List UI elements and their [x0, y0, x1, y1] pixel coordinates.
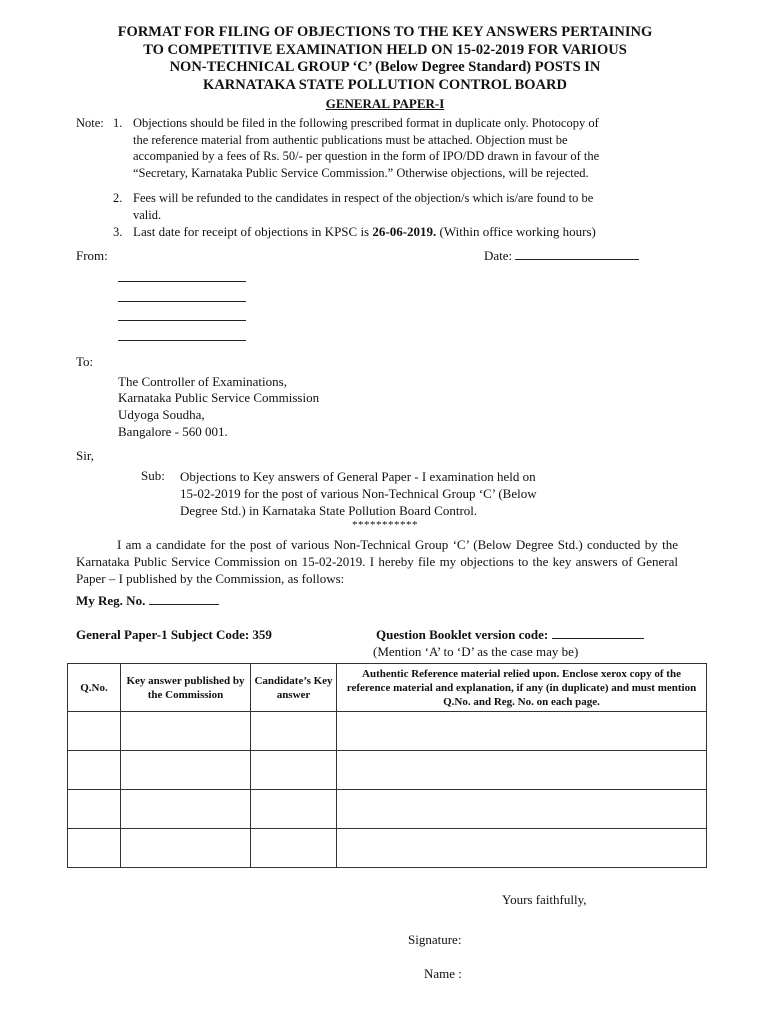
reg-no-label: My Reg. No.	[76, 593, 146, 608]
table-cell[interactable]	[121, 712, 251, 751]
objections-table	[67, 663, 707, 868]
note-1-number: 1.	[113, 116, 123, 130]
note-line: accompanied by a fees of Rs. 50/- per question in the form of IPO/DD drawn in favour of the	[133, 149, 600, 163]
title-line: NON-TECHNICAL GROUP ‘C’ (Below Degree Standard) POSTS IN	[169, 59, 601, 75]
subject-line: Degree Std.) in Karnataka State Pollution Board Control.	[180, 503, 478, 518]
table-cell[interactable]	[251, 829, 337, 868]
document-title	[60, 24, 710, 94]
stars-separator: ***********	[352, 519, 418, 531]
body-paragraph	[76, 536, 678, 587]
note-line: valid.	[133, 207, 162, 222]
subject-line: Objections to Key answers of General Paper - I examination held on	[180, 469, 536, 484]
booklet-code-field	[376, 627, 644, 643]
header-reference: Authentic Reference material relied upon. Enclose xerox copy of the reference material and explanation, if any (in duplicate) and must mention Q.No. and Reg. No. on each page.	[337, 664, 707, 712]
table-row	[68, 829, 707, 868]
last-date: 26-06-2019.	[372, 224, 437, 239]
table-row	[68, 790, 707, 829]
reg-no-blank[interactable]	[149, 604, 219, 605]
table-cell[interactable]	[251, 712, 337, 751]
date-field	[484, 248, 639, 264]
table-header-row	[68, 664, 707, 712]
table-cell[interactable]	[121, 829, 251, 868]
table-cell[interactable]	[68, 712, 121, 751]
table-cell[interactable]	[251, 751, 337, 790]
table-cell[interactable]	[337, 790, 707, 829]
name-label: Name :	[424, 966, 462, 981]
note-3-after: (Within office working hours)	[436, 224, 596, 239]
note-3-before: Last date for receipt of objections in KPSC is	[133, 224, 373, 239]
from-address-line[interactable]	[118, 281, 246, 282]
header-qno: Q.No.	[68, 664, 121, 712]
note-line: “Secretary, Karnataka Public Service Commission.” Otherwise objections, will be rejected.	[133, 165, 589, 180]
subject-label: Sub:	[141, 468, 165, 483]
table-row	[68, 751, 707, 790]
title-line: KARNATAKA STATE POLLUTION CONTROL BOARD	[203, 76, 567, 93]
note-label: Note:	[76, 116, 104, 130]
date-label: Date:	[484, 248, 516, 263]
from-address-line[interactable]	[118, 320, 246, 321]
note-2-number: 2.	[113, 191, 123, 205]
table-cell[interactable]	[68, 829, 121, 868]
to-address-line: Karnataka Public Service Commission	[118, 390, 320, 405]
table-cell[interactable]	[337, 829, 707, 868]
reg-no-field	[76, 593, 219, 609]
body-text: I am a candidate for the post of various Non-Technical Group ‘C’ (Below Degree Std.) conducted by the Karnataka Public Service Commission on 15-02-2019. I hereby file my objections to the key answers of General Paper – I published by the Commission, as follows:	[76, 537, 678, 586]
table-cell[interactable]	[337, 751, 707, 790]
date-blank[interactable]	[515, 259, 639, 260]
from-label: From:	[76, 248, 108, 263]
to-address-line: Bangalore - 560 001.	[118, 424, 228, 439]
table-cell[interactable]	[68, 790, 121, 829]
note-2-text	[133, 190, 678, 223]
from-address-line[interactable]	[118, 340, 246, 341]
subject-code: General Paper-1 Subject Code: 359	[76, 627, 272, 642]
to-address-line: The Controller of Examinations,	[118, 374, 287, 389]
note-3-text	[133, 224, 678, 241]
note-line: Objections should be filed in the following prescribed format in duplicate only. Photocopy of	[133, 116, 599, 130]
booklet-code-blank[interactable]	[552, 638, 644, 639]
booklet-code-label: Question Booklet version code:	[376, 627, 549, 642]
yours-faithfully: Yours faithfully,	[502, 892, 587, 907]
table-cell[interactable]	[121, 790, 251, 829]
booklet-hint: (Mention ‘A’ to ‘D’ as the case may be)	[373, 644, 579, 659]
note-line: the reference material from authentic publications must be attached. Objection must be	[133, 132, 568, 147]
to-address-line: Udyoga Soudha,	[118, 407, 205, 422]
to-label: To:	[76, 354, 94, 369]
header-candidate-answer: Candidate’s Key answer	[251, 664, 337, 712]
note-line: Fees will be refunded to the candidates in respect of the objection/s which is/are found to be	[133, 191, 594, 205]
table-cell[interactable]	[251, 790, 337, 829]
salutation: Sir,	[76, 448, 94, 463]
title-line: FORMAT FOR FILING OF OBJECTIONS TO THE KEY ANSWERS PERTAINING	[117, 24, 653, 40]
subject-line: 15-02-2019 for the post of various Non-Technical Group ‘C’ (Below	[180, 486, 537, 501]
table-row	[68, 712, 707, 751]
subject-text	[180, 468, 620, 519]
table-cell[interactable]	[121, 751, 251, 790]
table-cell[interactable]	[68, 751, 121, 790]
header-key-answer: Key answer published by the Commission	[121, 664, 251, 712]
paper-subtitle: GENERAL PAPER-I	[325, 96, 445, 111]
from-address-line[interactable]	[118, 301, 246, 302]
note-1-text	[133, 115, 678, 181]
table-cell[interactable]	[337, 712, 707, 751]
note-3-number: 3.	[113, 225, 123, 239]
signature-label: Signature:	[408, 932, 462, 947]
title-line: TO COMPETITIVE EXAMINATION HELD ON 15-02-2019 FOR VARIOUS	[143, 41, 627, 58]
